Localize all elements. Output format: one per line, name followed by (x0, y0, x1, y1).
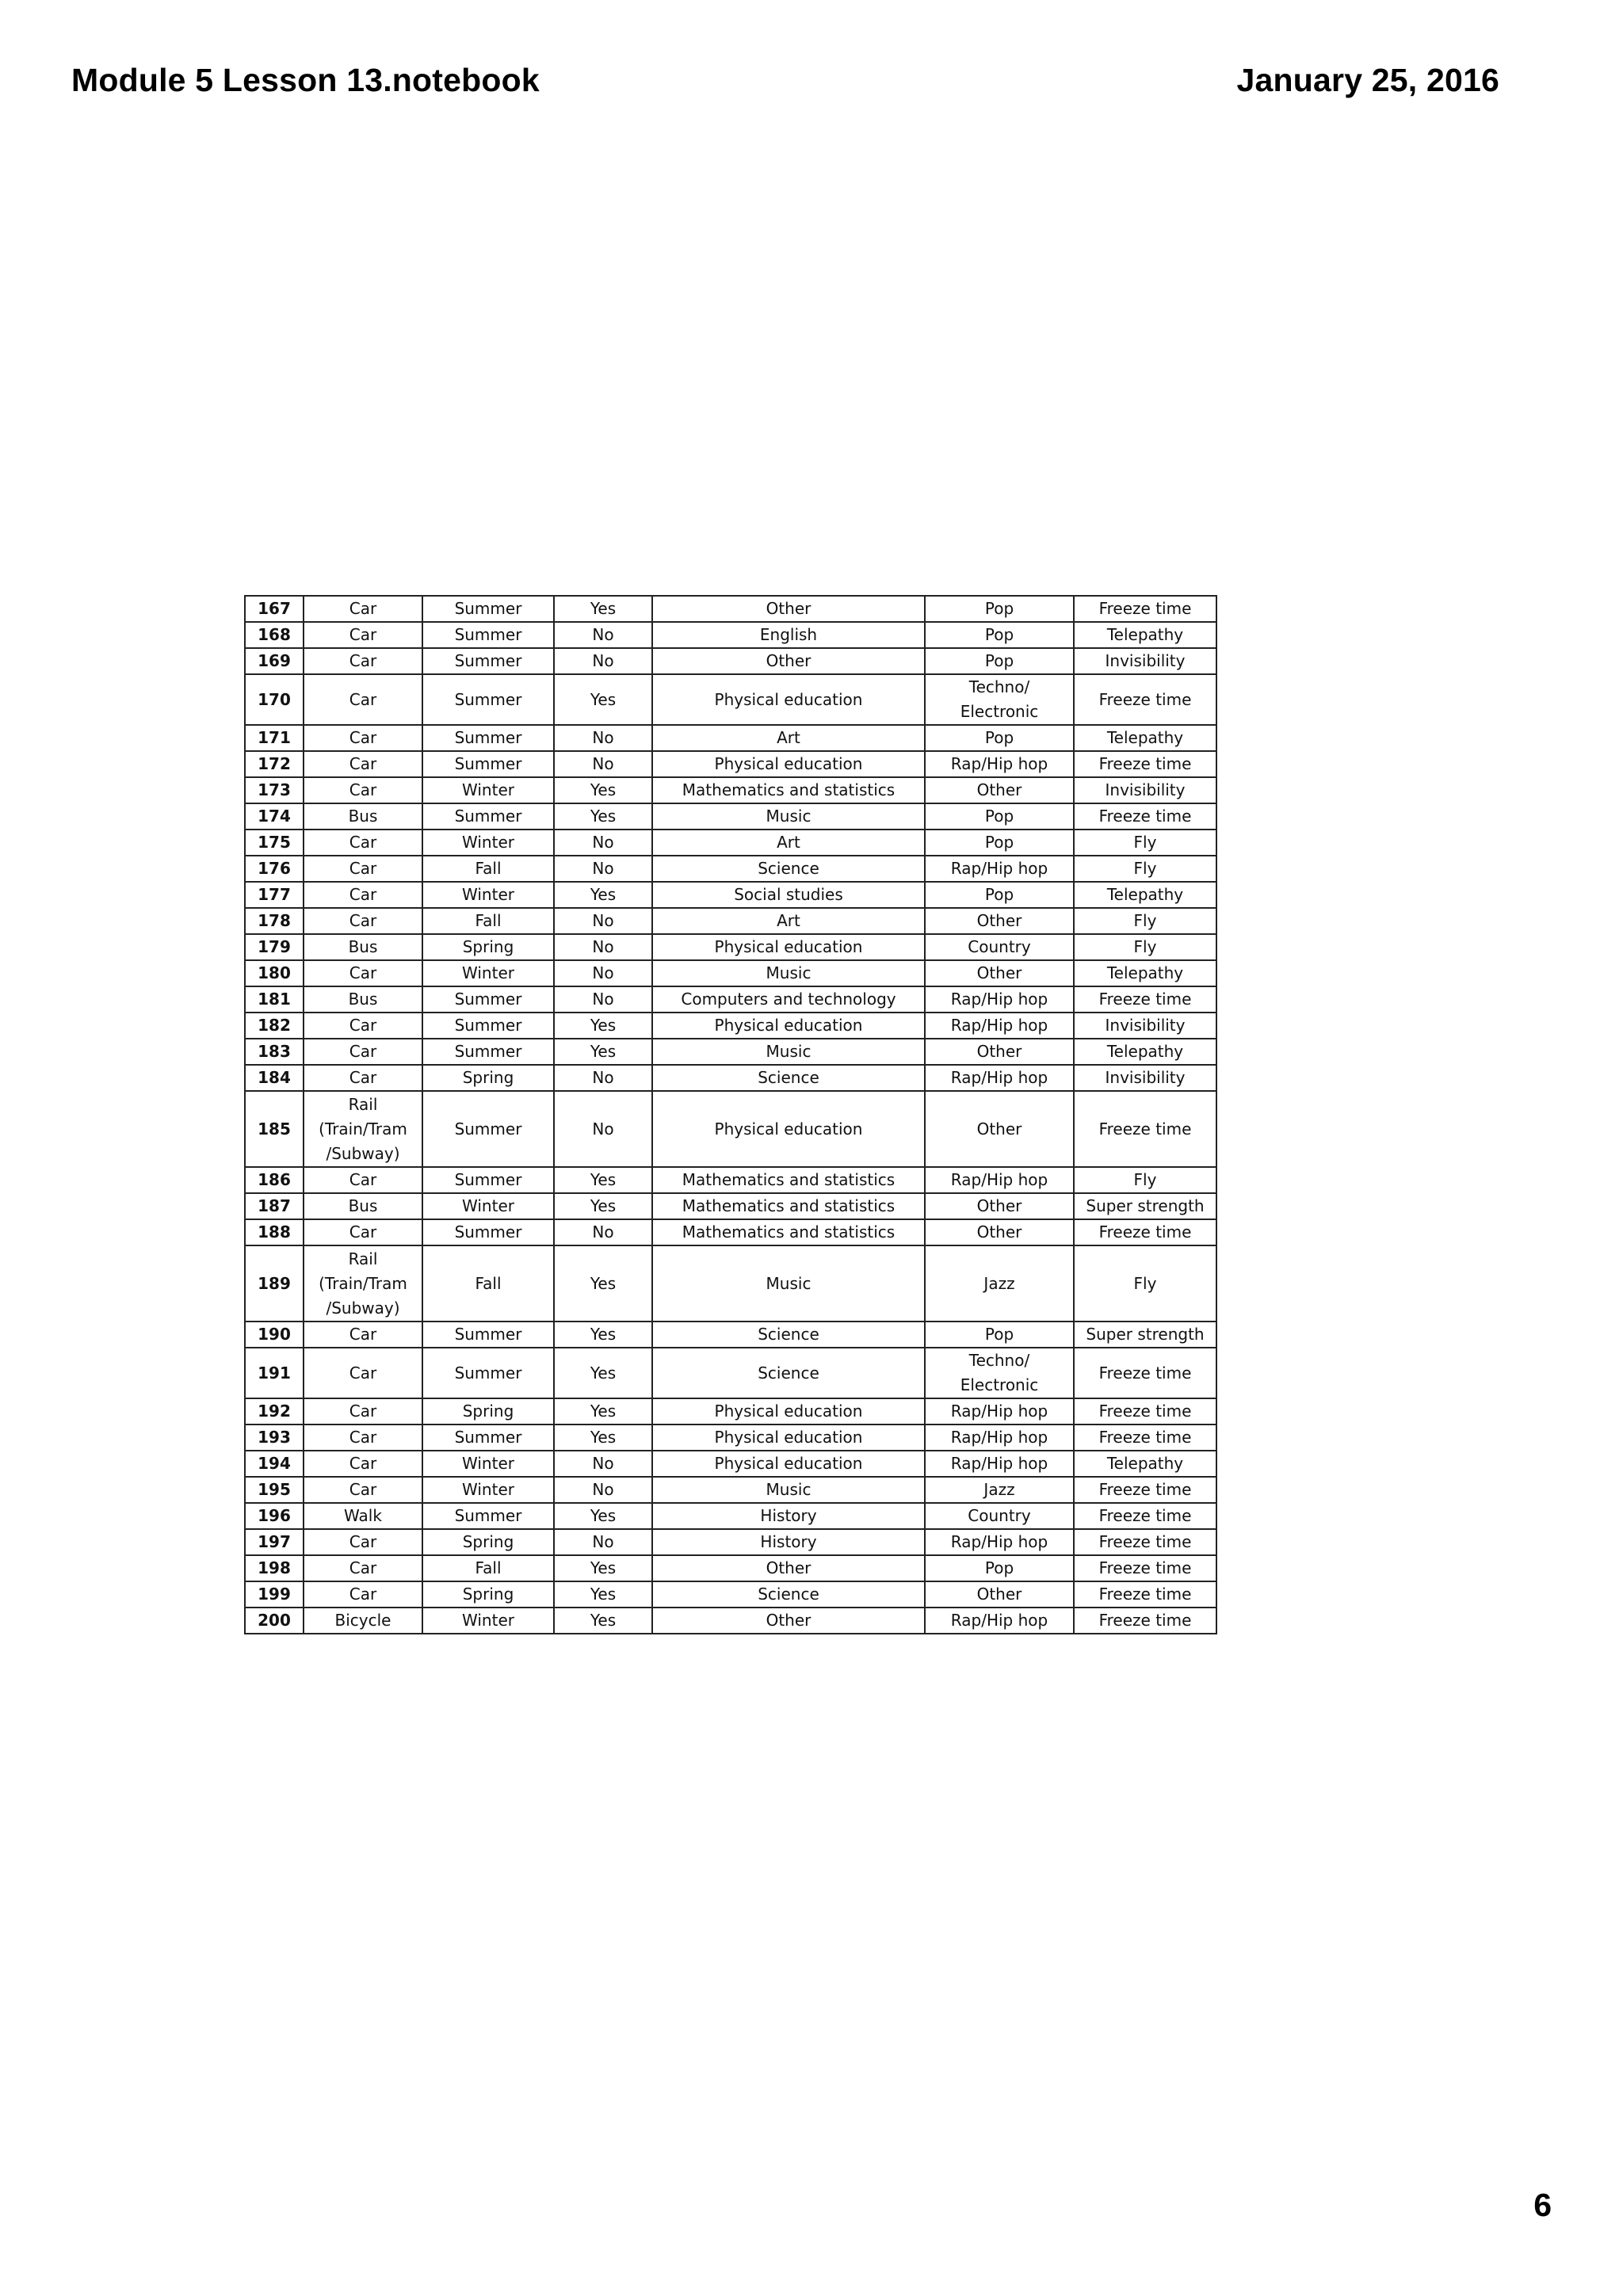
cell-subject: Other (652, 648, 925, 674)
cell-answer: No (554, 1091, 652, 1167)
cell-row-number: 171 (245, 725, 304, 751)
table-row (245, 1039, 1216, 1065)
cell-music-genre: Pop (925, 803, 1074, 830)
cell-row-number: 177 (245, 882, 304, 908)
cell-season: Summer (422, 622, 554, 648)
cell-season: Summer (422, 1039, 554, 1065)
cell-transport: Car (304, 1529, 422, 1555)
cell-answer: No (554, 648, 652, 674)
table-row (245, 674, 1216, 725)
table-row (245, 1529, 1216, 1555)
table-row (245, 1219, 1216, 1245)
cell-subject: Mathematics and statistics (652, 1219, 925, 1245)
cell-superpower: Telepathy (1074, 960, 1216, 986)
cell-row-number: 189 (245, 1245, 304, 1322)
page-number: 6 (1533, 2187, 1552, 2223)
cell-superpower: Telepathy (1074, 725, 1216, 751)
table-row (245, 1245, 1216, 1322)
cell-answer: No (554, 622, 652, 648)
cell-transport: Car (304, 1348, 422, 1398)
table-row (245, 1477, 1216, 1503)
cell-answer: Yes (554, 1245, 652, 1322)
cell-season: Winter (422, 1451, 554, 1477)
cell-subject: History (652, 1529, 925, 1555)
cell-subject: Physical education (652, 1013, 925, 1039)
cell-answer: Yes (554, 1581, 652, 1608)
cell-music-genre: Rap/Hip hop (925, 986, 1074, 1013)
cell-music-genre: Other (925, 908, 1074, 934)
cell-music-genre: Pop (925, 1555, 1074, 1581)
cell-row-number: 178 (245, 908, 304, 934)
cell-music-genre: Jazz (925, 1245, 1074, 1322)
cell-row-number: 181 (245, 986, 304, 1013)
cell-season: Summer (422, 751, 554, 777)
cell-subject: Physical education (652, 751, 925, 777)
cell-answer: No (554, 934, 652, 960)
cell-transport: Car (304, 1555, 422, 1581)
table-row (245, 725, 1216, 751)
cell-music-genre: Rap/Hip hop (925, 1425, 1074, 1451)
cell-subject: Art (652, 725, 925, 751)
table-row (245, 1013, 1216, 1039)
table-row (245, 622, 1216, 648)
cell-subject: Physical education (652, 674, 925, 725)
cell-transport: Car (304, 596, 422, 622)
cell-answer: No (554, 1451, 652, 1477)
cell-superpower: Invisibility (1074, 1013, 1216, 1039)
cell-subject: Music (652, 803, 925, 830)
page-title: Module 5 Lesson 13.notebook (71, 62, 540, 98)
cell-transport: Car (304, 674, 422, 725)
cell-row-number: 167 (245, 596, 304, 622)
table-row (245, 1608, 1216, 1634)
cell-row-number: 174 (245, 803, 304, 830)
cell-answer: Yes (554, 1348, 652, 1398)
table-row (245, 1581, 1216, 1608)
cell-superpower: Freeze time (1074, 674, 1216, 725)
cell-music-genre: Country (925, 1503, 1074, 1529)
cell-transport: Bus (304, 1193, 422, 1219)
table-row (245, 960, 1216, 986)
cell-transport: Car (304, 1398, 422, 1425)
cell-answer: Yes (554, 803, 652, 830)
cell-season: Winter (422, 1193, 554, 1219)
cell-subject: Mathematics and statistics (652, 777, 925, 803)
cell-answer: No (554, 986, 652, 1013)
cell-superpower: Freeze time (1074, 1581, 1216, 1608)
cell-transport: Bus (304, 934, 422, 960)
cell-transport: Car (304, 1477, 422, 1503)
cell-transport: Car (304, 1425, 422, 1451)
cell-music-genre: Pop (925, 725, 1074, 751)
cell-subject: Science (652, 1581, 925, 1608)
table-row (245, 777, 1216, 803)
cell-answer: No (554, 908, 652, 934)
cell-answer: No (554, 1529, 652, 1555)
cell-row-number: 185 (245, 1091, 304, 1167)
cell-music-genre: Rap/Hip hop (925, 1451, 1074, 1477)
cell-transport: Bicycle (304, 1608, 422, 1634)
table-row (245, 986, 1216, 1013)
table-row (245, 803, 1216, 830)
cell-row-number: 193 (245, 1425, 304, 1451)
cell-answer: No (554, 751, 652, 777)
table-row (245, 882, 1216, 908)
cell-season: Summer (422, 725, 554, 751)
survey-table-body (245, 596, 1216, 1634)
cell-row-number: 172 (245, 751, 304, 777)
cell-season: Spring (422, 1398, 554, 1425)
cell-season: Summer (422, 803, 554, 830)
cell-superpower: Fly (1074, 856, 1216, 882)
cell-music-genre: Rap/Hip hop (925, 1013, 1074, 1039)
cell-season: Summer (422, 1219, 554, 1245)
cell-subject: Science (652, 1348, 925, 1398)
cell-season: Summer (422, 1322, 554, 1348)
cell-answer: No (554, 856, 652, 882)
table-row (245, 1065, 1216, 1091)
cell-transport: Car (304, 960, 422, 986)
cell-row-number: 180 (245, 960, 304, 986)
cell-music-genre: Techno/ Electronic (925, 674, 1074, 725)
cell-row-number: 188 (245, 1219, 304, 1245)
cell-subject: Music (652, 1477, 925, 1503)
cell-music-genre: Pop (925, 882, 1074, 908)
table-row (245, 1425, 1216, 1451)
cell-answer: Yes (554, 1167, 652, 1193)
cell-season: Fall (422, 1555, 554, 1581)
table-row (245, 830, 1216, 856)
cell-transport: Car (304, 1581, 422, 1608)
cell-music-genre: Rap/Hip hop (925, 1529, 1074, 1555)
cell-season: Fall (422, 856, 554, 882)
cell-answer: Yes (554, 1013, 652, 1039)
cell-subject: Science (652, 856, 925, 882)
cell-row-number: 184 (245, 1065, 304, 1091)
cell-season: Fall (422, 1245, 554, 1322)
cell-superpower: Fly (1074, 1245, 1216, 1322)
cell-transport: Car (304, 1451, 422, 1477)
cell-music-genre: Pop (925, 830, 1074, 856)
cell-row-number: 199 (245, 1581, 304, 1608)
cell-subject: Physical education (652, 1091, 925, 1167)
cell-row-number: 200 (245, 1608, 304, 1634)
cell-season: Summer (422, 674, 554, 725)
cell-superpower: Fly (1074, 908, 1216, 934)
table-row (245, 648, 1216, 674)
cell-row-number: 190 (245, 1322, 304, 1348)
cell-superpower: Freeze time (1074, 1529, 1216, 1555)
cell-transport: Car (304, 622, 422, 648)
cell-row-number: 183 (245, 1039, 304, 1065)
cell-season: Spring (422, 1581, 554, 1608)
cell-row-number: 169 (245, 648, 304, 674)
table-row (245, 751, 1216, 777)
cell-music-genre: Rap/Hip hop (925, 1167, 1074, 1193)
cell-transport: Car (304, 1065, 422, 1091)
cell-answer: Yes (554, 1608, 652, 1634)
cell-season: Winter (422, 1477, 554, 1503)
cell-transport: Car (304, 1039, 422, 1065)
table-row (245, 1451, 1216, 1477)
cell-superpower: Freeze time (1074, 1608, 1216, 1634)
cell-season: Winter (422, 830, 554, 856)
cell-superpower: Telepathy (1074, 1039, 1216, 1065)
cell-row-number: 194 (245, 1451, 304, 1477)
cell-subject: Science (652, 1065, 925, 1091)
cell-season: Summer (422, 1167, 554, 1193)
table-row (245, 1322, 1216, 1348)
cell-music-genre: Other (925, 1219, 1074, 1245)
cell-row-number: 197 (245, 1529, 304, 1555)
cell-superpower: Freeze time (1074, 1398, 1216, 1425)
table-row (245, 1503, 1216, 1529)
cell-subject: Other (652, 1555, 925, 1581)
cell-subject: Mathematics and statistics (652, 1193, 925, 1219)
cell-music-genre: Other (925, 1193, 1074, 1219)
cell-superpower: Telepathy (1074, 1451, 1216, 1477)
cell-row-number: 192 (245, 1398, 304, 1425)
cell-subject: English (652, 622, 925, 648)
cell-superpower: Invisibility (1074, 777, 1216, 803)
cell-music-genre: Pop (925, 648, 1074, 674)
table-row (245, 1091, 1216, 1167)
cell-subject: History (652, 1503, 925, 1529)
cell-music-genre: Other (925, 777, 1074, 803)
cell-superpower: Invisibility (1074, 1065, 1216, 1091)
cell-transport: Car (304, 751, 422, 777)
survey-table (244, 595, 1217, 1634)
cell-season: Spring (422, 934, 554, 960)
cell-subject: Physical education (652, 934, 925, 960)
cell-music-genre: Techno/ Electronic (925, 1348, 1074, 1398)
cell-transport: Car (304, 830, 422, 856)
cell-superpower: Freeze time (1074, 986, 1216, 1013)
cell-season: Summer (422, 648, 554, 674)
cell-subject: Science (652, 1322, 925, 1348)
table-row (245, 1555, 1216, 1581)
cell-season: Summer (422, 1348, 554, 1398)
cell-music-genre: Rap/Hip hop (925, 1398, 1074, 1425)
cell-transport: Car (304, 648, 422, 674)
table-row (245, 1348, 1216, 1398)
cell-answer: Yes (554, 1425, 652, 1451)
cell-music-genre: Rap/Hip hop (925, 856, 1074, 882)
cell-superpower: Telepathy (1074, 622, 1216, 648)
cell-transport: Car (304, 1219, 422, 1245)
cell-subject: Music (652, 1039, 925, 1065)
cell-music-genre: Other (925, 1091, 1074, 1167)
cell-superpower: Fly (1074, 830, 1216, 856)
table-row (245, 1193, 1216, 1219)
table-row (245, 856, 1216, 882)
cell-superpower: Freeze time (1074, 1219, 1216, 1245)
cell-answer: Yes (554, 1322, 652, 1348)
cell-answer: No (554, 725, 652, 751)
cell-transport: Car (304, 725, 422, 751)
cell-row-number: 173 (245, 777, 304, 803)
cell-subject: Art (652, 908, 925, 934)
cell-music-genre: Other (925, 960, 1074, 986)
table-row (245, 908, 1216, 934)
cell-season: Summer (422, 1503, 554, 1529)
cell-answer: No (554, 1065, 652, 1091)
cell-season: Winter (422, 1608, 554, 1634)
cell-season: Summer (422, 596, 554, 622)
cell-season: Winter (422, 882, 554, 908)
cell-superpower: Fly (1074, 1167, 1216, 1193)
cell-subject: Computers and technology (652, 986, 925, 1013)
cell-superpower: Telepathy (1074, 882, 1216, 908)
cell-transport: Car (304, 1322, 422, 1348)
cell-answer: Yes (554, 882, 652, 908)
cell-subject: Mathematics and statistics (652, 1167, 925, 1193)
cell-answer: Yes (554, 1193, 652, 1219)
cell-transport: Rail (Train/Tram /Subway) (304, 1091, 422, 1167)
cell-superpower: Freeze time (1074, 1503, 1216, 1529)
cell-music-genre: Jazz (925, 1477, 1074, 1503)
cell-subject: Other (652, 596, 925, 622)
survey-table-container (244, 595, 1216, 1634)
cell-superpower: Freeze time (1074, 1091, 1216, 1167)
cell-music-genre: Pop (925, 622, 1074, 648)
cell-row-number: 175 (245, 830, 304, 856)
cell-subject: Physical education (652, 1425, 925, 1451)
cell-season: Summer (422, 1425, 554, 1451)
cell-answer: Yes (554, 777, 652, 803)
cell-transport: Car (304, 1167, 422, 1193)
cell-row-number: 182 (245, 1013, 304, 1039)
cell-music-genre: Country (925, 934, 1074, 960)
cell-subject: Social studies (652, 882, 925, 908)
cell-season: Winter (422, 960, 554, 986)
cell-music-genre: Pop (925, 1322, 1074, 1348)
cell-transport: Rail (Train/Tram /Subway) (304, 1245, 422, 1322)
cell-answer: No (554, 960, 652, 986)
cell-row-number: 186 (245, 1167, 304, 1193)
table-row (245, 1167, 1216, 1193)
cell-subject: Music (652, 960, 925, 986)
cell-answer: No (554, 1477, 652, 1503)
cell-subject: Physical education (652, 1451, 925, 1477)
table-row (245, 934, 1216, 960)
cell-superpower: Freeze time (1074, 1425, 1216, 1451)
page-date: January 25, 2016 (1236, 62, 1499, 98)
cell-superpower: Super strength (1074, 1193, 1216, 1219)
cell-superpower: Freeze time (1074, 803, 1216, 830)
cell-subject: Other (652, 1608, 925, 1634)
cell-row-number: 179 (245, 934, 304, 960)
cell-superpower: Freeze time (1074, 596, 1216, 622)
cell-row-number: 195 (245, 1477, 304, 1503)
cell-season: Spring (422, 1529, 554, 1555)
cell-row-number: 170 (245, 674, 304, 725)
cell-music-genre: Rap/Hip hop (925, 751, 1074, 777)
cell-superpower: Fly (1074, 934, 1216, 960)
cell-subject: Physical education (652, 1398, 925, 1425)
cell-music-genre: Rap/Hip hop (925, 1608, 1074, 1634)
cell-answer: Yes (554, 1398, 652, 1425)
cell-music-genre: Pop (925, 596, 1074, 622)
cell-row-number: 198 (245, 1555, 304, 1581)
cell-row-number: 196 (245, 1503, 304, 1529)
cell-transport: Bus (304, 803, 422, 830)
cell-music-genre: Other (925, 1581, 1074, 1608)
cell-answer: Yes (554, 1555, 652, 1581)
cell-row-number: 191 (245, 1348, 304, 1398)
cell-row-number: 168 (245, 622, 304, 648)
cell-row-number: 187 (245, 1193, 304, 1219)
table-row (245, 1398, 1216, 1425)
cell-answer: Yes (554, 1039, 652, 1065)
cell-superpower: Super strength (1074, 1322, 1216, 1348)
cell-season: Summer (422, 1013, 554, 1039)
cell-answer: Yes (554, 674, 652, 725)
cell-music-genre: Other (925, 1039, 1074, 1065)
cell-transport: Car (304, 908, 422, 934)
cell-music-genre: Rap/Hip hop (925, 1065, 1074, 1091)
cell-answer: Yes (554, 596, 652, 622)
cell-superpower: Freeze time (1074, 1555, 1216, 1581)
cell-superpower: Invisibility (1074, 648, 1216, 674)
cell-transport: Car (304, 856, 422, 882)
cell-season: Summer (422, 986, 554, 1013)
cell-transport: Walk (304, 1503, 422, 1529)
cell-answer: No (554, 830, 652, 856)
cell-season: Summer (422, 1091, 554, 1167)
cell-transport: Bus (304, 986, 422, 1013)
cell-season: Winter (422, 777, 554, 803)
cell-transport: Car (304, 777, 422, 803)
cell-season: Fall (422, 908, 554, 934)
cell-superpower: Freeze time (1074, 1477, 1216, 1503)
cell-subject: Art (652, 830, 925, 856)
cell-season: Spring (422, 1065, 554, 1091)
table-row (245, 596, 1216, 622)
cell-transport: Car (304, 882, 422, 908)
cell-transport: Car (304, 1013, 422, 1039)
cell-subject: Music (652, 1245, 925, 1322)
cell-superpower: Freeze time (1074, 751, 1216, 777)
cell-superpower: Freeze time (1074, 1348, 1216, 1398)
cell-answer: Yes (554, 1503, 652, 1529)
cell-answer: No (554, 1219, 652, 1245)
cell-row-number: 176 (245, 856, 304, 882)
